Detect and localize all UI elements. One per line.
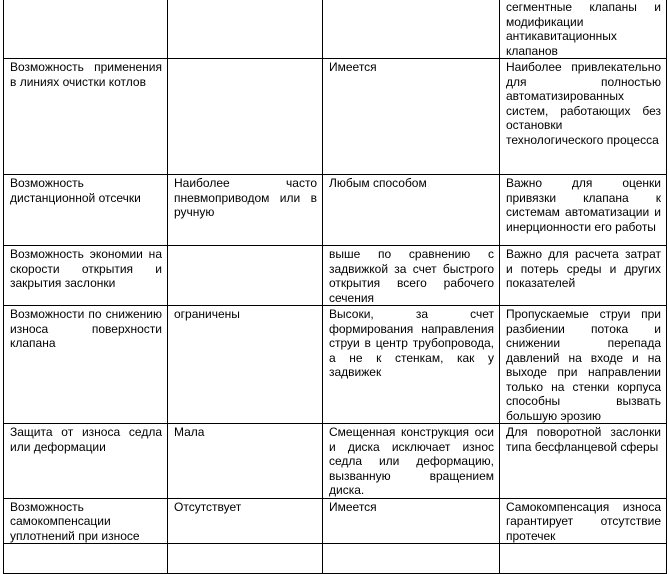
cell-butterfly-valve: [323, 544, 500, 574]
cell-gate-valve: Наиболее часто пневмоприводом или в ручную: [168, 175, 323, 246]
cell-gate-valve: [168, 59, 323, 175]
cell-butterfly-valve: выше по сравнению с задвижкой за счет быстрого открытия всего рабочего сечения: [323, 246, 500, 306]
cell-gate-valve: [168, 544, 323, 574]
cell-parameter: [4, 0, 168, 59]
cell-parameter: Возможности по снижению износа поверхности клапана: [4, 306, 168, 424]
cell-butterfly-valve: Смещенная конструкция оси и диска исключает износ седла или деформацию, вызванную вращением диска.: [323, 424, 500, 499]
cell-note: Важно для оценки привязки клапана к системам автоматизации и инерционности его работы: [500, 175, 667, 246]
cell-note: Для поворотной заслонки типа бесфланцевой сферы: [500, 424, 667, 499]
cell-gate-valve: [168, 246, 323, 306]
cell-note: Самокомпенсация износа гарантирует отсутствие протечек: [500, 498, 667, 544]
table-row: [4, 246, 667, 306]
cell-butterfly-valve: Любым способом: [323, 175, 500, 246]
cell-note: Пропускаемые струи при разбиении потока и снижении перепада давлений на входе и на выходе при направлении только на стенки корпуса способны вызвать большую эрозию: [500, 306, 667, 424]
cell-butterfly-valve: Имеется: [323, 498, 500, 544]
cell-gate-valve: Отсутствует: [168, 498, 323, 544]
table-row: [4, 175, 667, 246]
comparison-table: [3, 0, 667, 574]
table-row: [4, 0, 667, 59]
cell-parameter: Возможность экономии на скорости открытия и закрытия заслонки: [4, 246, 168, 306]
cell-gate-valve: ограничены: [168, 306, 323, 424]
cell-parameter: Возможность дистанционной отсечки: [4, 175, 168, 246]
cell-parameter: Возможность применения в линиях очистки котлов: [4, 59, 168, 175]
cell-note: [500, 544, 667, 574]
cell-note: сегментные клапаны и модификации антикавитационных клапанов: [500, 0, 667, 59]
cell-gate-valve: Мала: [168, 424, 323, 499]
table-row: [4, 498, 667, 544]
cell-butterfly-valve: Высоки, за счет формирования направления струи в центр трубопровода, а не к стенкам, как у задвижек: [323, 306, 500, 424]
table-row: [4, 59, 667, 175]
cell-parameter: Защита от износа седла или деформации: [4, 424, 168, 499]
cell-note: Наиболее привлекательно для полностью автоматизированных систем, работающих без остановки технологического процесса: [500, 59, 667, 175]
table-row-partial: [4, 544, 667, 574]
cell-parameter: [4, 544, 168, 574]
cell-note: Важно для расчета затрат и потерь среды и других показателей: [500, 246, 667, 306]
cell-gate-valve: [168, 0, 323, 59]
cell-butterfly-valve: [323, 0, 500, 59]
table-row: [4, 424, 667, 499]
cell-butterfly-valve: Имеется: [323, 59, 500, 175]
table-row: [4, 306, 667, 424]
cell-parameter: Возможность самокомпенсации уплотнений при износе: [4, 498, 168, 544]
